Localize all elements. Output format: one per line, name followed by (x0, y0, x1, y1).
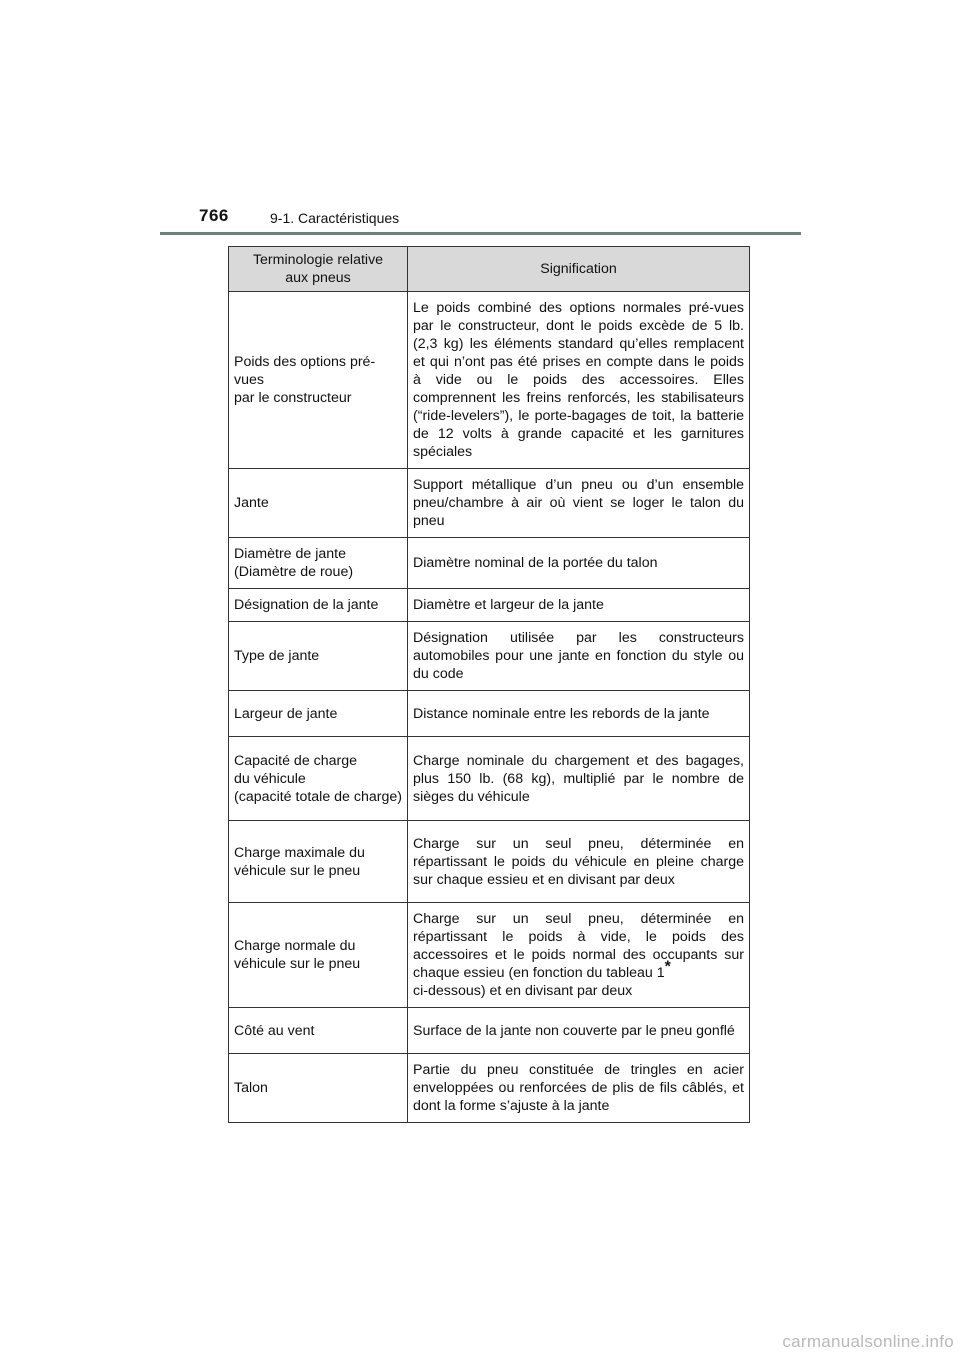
table-header-row (229, 247, 750, 292)
section-title: 9-1. Caractéristiques (270, 210, 400, 226)
watermark: carmanualsonline.info (782, 1332, 954, 1351)
table-row (229, 821, 750, 903)
definition-cell: Le poids combiné des options normales pré-vues par le constructeur, dont le poids excède de 5 lb. (2,3 kg) les éléments standard qu’elles remplacent et qui n’ont pas été prises en compte dans le poids à vide ou le poids des accessoires. Elles comprennent les freins renforcés, les stabilisateurs (“ride-levelers”), le porte-bagages de toit, la batterie de 12 volts à grande capacité et les garnitures spéciales (408, 292, 750, 469)
definition-text-continued: ci-dessous) et en divisant par deux (413, 983, 633, 999)
term-cell: Côté au vent (229, 1008, 408, 1054)
column-header-term: Terminologie relative aux pneus (229, 247, 408, 292)
table-row (229, 691, 750, 737)
table-row (229, 622, 750, 691)
term-cell: Désignation de la jante (229, 589, 408, 622)
definition-cell: Diamètre et largeur de la jante (408, 589, 750, 622)
table-row (229, 1054, 750, 1123)
definition-cell: Désignation utilisée par les constructeurs automobiles pour une jante en fonction du style ou du code (408, 622, 750, 691)
definition-cell: Support métallique d’un pneu ou d’un ensemble pneu/chambre à air où vient se loger le talon du pneu (408, 469, 750, 538)
term-cell: Type de jante (229, 622, 408, 691)
column-header-meaning: Signification (408, 247, 750, 292)
header-rule (160, 232, 801, 235)
table-row (229, 903, 750, 1008)
table-row (229, 292, 750, 469)
term-cell: Largeur de jante (229, 691, 408, 737)
definition-cell: Surface de la jante non couverte par le pneu gonflé (408, 1008, 750, 1054)
definition-cell: Partie du pneu constituée de tringles en acier enveloppées ou renforcées de plis de fils câblés, et dont la forme s’ajuste à la jante (408, 1054, 750, 1123)
definition-cell (408, 903, 750, 1008)
page-number: 766 (199, 206, 229, 225)
definition-text: Charge sur un seul pneu, déterminée en répartissant le poids à vide, le poids des accessoires et le poids normal des occupants sur chaque essieu (en fonction du tableau 1 (413, 911, 744, 981)
term-cell: Charge maximale du véhicule sur le pneu (229, 821, 408, 903)
term-cell: Poids des options pré- vues par le constructeur (229, 292, 408, 469)
table-row (229, 469, 750, 538)
tire-terminology-table (228, 246, 750, 1123)
table-row (229, 737, 750, 821)
footnote-asterisk: * (664, 958, 671, 976)
term-cell: Diamètre de jante (Diamètre de roue) (229, 538, 408, 589)
definition-cell: Diamètre nominal de la portée du talon (408, 538, 750, 589)
definition-cell: Charge nominale du chargement et des bagages, plus 150 lb. (68 kg), multiplié par le nombre de sièges du véhicule (408, 737, 750, 821)
term-cell: Charge normale du véhicule sur le pneu (229, 903, 408, 1008)
term-cell: Capacité de charge du véhicule (capacité totale de charge) (229, 737, 408, 821)
definition-cell: Charge sur un seul pneu, déterminée en répartissant le poids du véhicule en pleine charge sur chaque essieu et en divisant par deux (408, 821, 750, 903)
table-row (229, 589, 750, 622)
term-cell: Jante (229, 469, 408, 538)
table-row (229, 1008, 750, 1054)
term-cell: Talon (229, 1054, 408, 1123)
table-row (229, 538, 750, 589)
definition-cell: Distance nominale entre les rebords de la jante (408, 691, 750, 737)
